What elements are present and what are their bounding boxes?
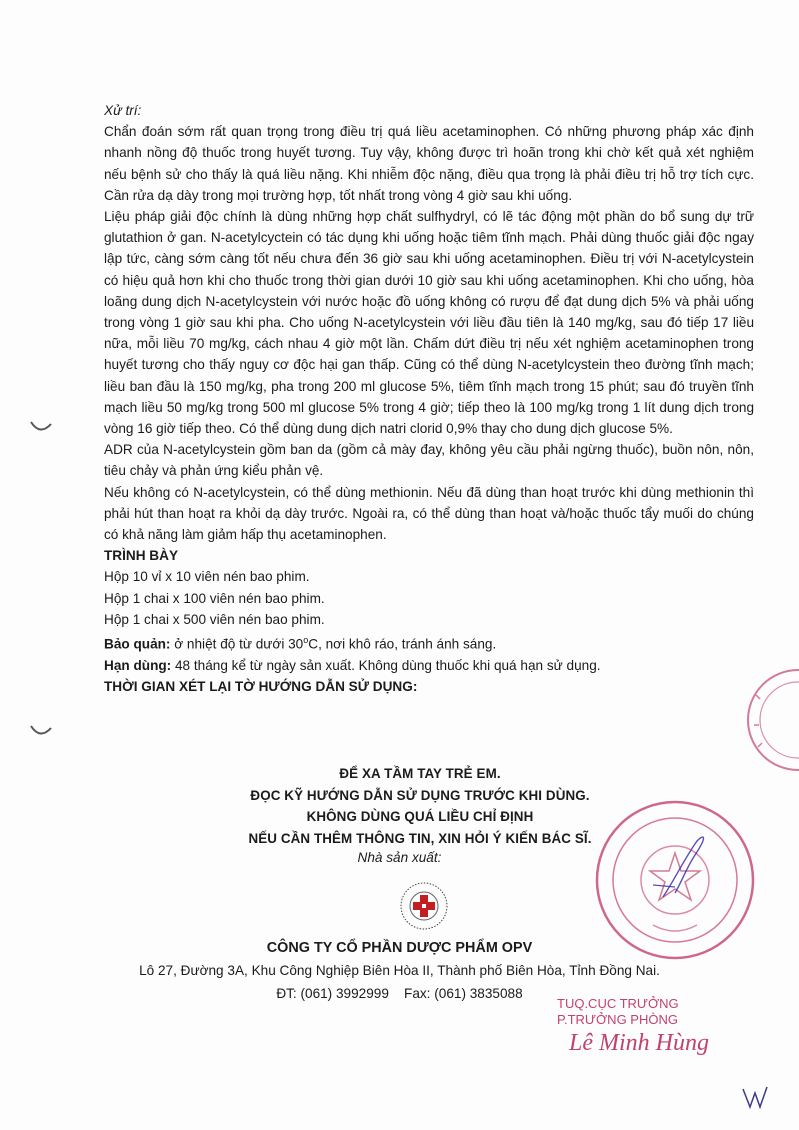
signature-block bbox=[557, 996, 709, 1058]
company-phone: ĐT: (061) 3992999 Fax: (061) 3835088 bbox=[276, 986, 523, 1001]
ministry-stamp-icon bbox=[525, 775, 755, 965]
initials-mark-icon bbox=[740, 1085, 770, 1111]
treatment-paragraph-3: ADR của N-acetylcystein gồm ban da (gồm cả mày đay, không yêu cầu phải ngừng thuốc), buồn nôn, nôn, tiêu chảy và phản ứng kiểu phản vệ. bbox=[104, 442, 754, 479]
warning-line: NẾU CẦN THÊM THÔNG TIN, XIN HỎI Ý KIẾN BÁC SĨ. bbox=[248, 830, 592, 846]
review-heading: THỜI GIAN XÉT LẠI TỜ HƯỚNG DẪN SỬ DỤNG: bbox=[104, 679, 418, 695]
storage-text-after: C, nơi khô ráo, tránh ánh sáng. bbox=[308, 636, 497, 652]
treatment-heading: Xử trí: bbox=[104, 103, 142, 118]
treatment-paragraph-4: Nếu không có N-acetylcystein, có thể dùng methionin. Nếu đã dùng than hoạt trước khi dùng methionin thì phải hút than hoạt ra khỏi dạ dày trước. Ngoài ra, có thể dùng than hoạt và/hoặc thuốc tẩy muối do chúng có khả năng làm giảm hấp thụ acetaminophen. bbox=[104, 484, 754, 543]
warning-line: ĐỂ XA TẦM TAY TRẺ EM. bbox=[339, 766, 501, 781]
company-name: CÔNG TY CỔ PHẦN DƯỢC PHẨM OPV bbox=[266, 940, 533, 956]
signature-name: Lê Minh Hùng bbox=[569, 1030, 709, 1056]
presentation-item: Hộp 10 vỉ x 10 viên nén bao phim. bbox=[104, 569, 310, 585]
leaflet-body bbox=[104, 100, 754, 697]
hole-punch-mark-icon bbox=[28, 722, 54, 742]
degree-sup: o bbox=[303, 635, 309, 646]
storage-text: ở nhiệt độ từ dưới 30 bbox=[170, 636, 304, 652]
expiry-text: 48 tháng kể từ ngày sản xuất. Không dùng thuốc khi quá hạn sử dụng. bbox=[171, 657, 601, 673]
presentation-heading: TRÌNH BÀY bbox=[104, 548, 179, 564]
company-logo-icon bbox=[398, 880, 450, 932]
treatment-paragraph-1: Chẩn đoán sớm rất quan trọng trong điều trị quá liều acetaminophen. Có những phương pháp xác định nhanh nồng độ thuốc trong huyết tương. Tuy vậy, không được trì hoãn trong khi chờ kết quả xét nghiệm nếu bệnh sử cho thấy là quá liều nặng. Khi nhiễm độc nặng, điều qua trọng là phải điều trị hỗ trợ tích cực. Cần rửa dạ dày trong mọi trường hợp, tốt nhất trong vòng 4 giờ sau khi uống. bbox=[104, 124, 754, 203]
signature-title-1: TUQ.CỤC TRƯỞNG bbox=[557, 996, 679, 1011]
signature-title-2: P.TRƯỞNG PHÒNG bbox=[557, 1012, 678, 1027]
presentation-item: Hộp 1 chai x 100 viên nén bao phim. bbox=[104, 590, 325, 606]
expiry-line bbox=[104, 655, 754, 676]
treatment-paragraph-2: Liệu pháp giải độc chính là dùng những hợp chất sulfhydryl, có lẽ tác động một phần do bổ sung dự trữ glutathion ở gan. N-acetylcyctein có tác dụng khi uống hoặc tiêm tĩnh mạch. Phải dùng thuốc giải độc ngay lập tức, càng sớm càng tốt nếu chưa đến 36 giờ sau khi uống acetaminophen. Điều trị với N-acetylcystein có hiệu quả hơn khi cho thuốc trong thời gian dưới 10 giờ sau khi uống acetaminophen. Khi cho uống, hòa loãng dung dịch N-acetylcystein với nước hoặc đồ uống không có rượu để đạt dung dịch 5% và phải uống trong vòng 1 giờ sau khi pha. Cho uống N-acetylcystein với liều đầu tiên là 140 mg/kg, sau đó tiếp 17 liều nữa, mỗi liều 70 mg/kg, cách nhau 4 giờ một lần. Chấm dứt điều trị nếu xét nghiệm acetaminophen trong huyết tương cho thấy nguy cơ độc hại gan thấp. Cũng có thể dùng N-acetylcystein theo đường tĩnh mạch; liều ban đầu là 150 mg/kg, pha trong 200 ml glucose 5%, tiêm tĩnh mạch trong 15 phút; sau đó truyền tĩnh mạch liều 50 mg/kg trong 500 ml glucose 5% trong 4 giờ; tiếp theo là 100 mg/kg trong 1 lít dung dịch trong vòng 16 giờ tiếp theo. Có thể dùng dung dịch natri clorid 0,9% thay cho dung dịch glucose 5%. bbox=[104, 209, 754, 437]
warning-line: KHÔNG DÙNG QUÁ LIỀU CHỈ ĐỊNH bbox=[306, 809, 534, 824]
partial-stamp-icon bbox=[736, 665, 799, 775]
storage-line bbox=[104, 630, 754, 655]
storage-label: Bảo quản: bbox=[104, 636, 171, 652]
manufacturer-label: Nhà sản xuất: bbox=[357, 850, 442, 865]
warning-line: ĐỌC KỸ HƯỚNG DẪN SỬ DỤNG TRƯỚC KHI DÙNG. bbox=[250, 787, 590, 803]
company-address: Lô 27, Đường 3A, Khu Công Nghiệp Biên Hòa II, Thành phố Biên Hòa, Tỉnh Đồng Nai. bbox=[139, 963, 660, 978]
hole-punch-mark-icon bbox=[28, 418, 54, 438]
presentation-item: Hộp 1 chai x 500 viên nén bao phim. bbox=[104, 611, 325, 627]
expiry-label: Hạn dùng: bbox=[104, 657, 172, 673]
